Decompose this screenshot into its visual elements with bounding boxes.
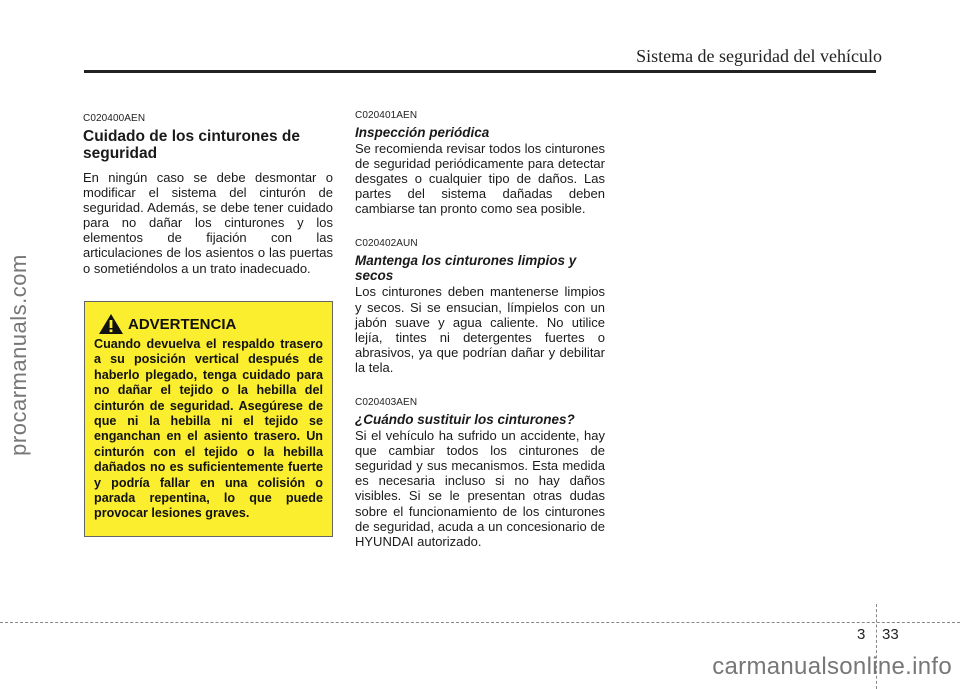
page-number: 33	[882, 626, 899, 643]
section-heading: Mantenga los cinturones limpios y secos	[355, 253, 577, 284]
warning-title: ADVERTENCIA	[128, 315, 237, 333]
footer-rule	[0, 622, 960, 623]
warning-title-row	[94, 313, 323, 335]
section-cleaning	[355, 238, 605, 375]
section-code: C020400AEN	[83, 113, 146, 124]
right-column	[355, 110, 605, 571]
section-text: Si el vehículo ha sufrido un accidente, hay que cambiar todos los cinturones de seguridad y sus mecanismos. Esta medida es necesaria incluso si no hay daños visibles. Si se le presentan otras dudas sobre el funcionamiento de los cinturones de seguridad, acuda a un concesionario de HYUNDAI autorizado.	[355, 428, 605, 549]
section-text: Se recomienda revisar todos los cinturones de seguridad periódicamente para detectar desgates o cualquier tipo de daños. Las partes del sistema dañadas deben cambiarse tan pronto como sea posible.	[355, 141, 605, 217]
page-header-title: Sistema de seguridad del vehículo	[636, 46, 882, 66]
section-replacement	[355, 397, 605, 549]
chapter-number: 3	[857, 626, 866, 643]
section-heading: Inspección periódica	[355, 125, 490, 140]
section-code: C020402AUN	[355, 238, 418, 250]
section-heading: Cuidado de los cinturones de seguridad	[83, 128, 301, 162]
warning-text: Cuando devuelva el respaldo trasero a su posición vertical después de haberlo plegado, tenga cuidado para no dañar el tejido o la hebilla del cinturón de seguridad. Asegúrese de que ni la hebilla ni el tejido se enganchan en el asiento trasero. Un cinturón con el tejido o la hebilla dañados no es suficientemente fuerte y podría fallar en una colisión o parada repentina, lo que puede provocar lesiones graves.	[94, 337, 323, 521]
header-rule	[84, 70, 876, 73]
section-text: Los cinturones deben mantenerse limpios y secos. Si se ensucian, límpielos con un jabón suave y agua caliente. No utilice lejía, tintes ni detergentes fuertes o abrasivos, ya que podrían dañar y debilitar la tela.	[355, 284, 605, 375]
section-inspection	[355, 110, 605, 216]
warning-triangle-icon	[98, 313, 124, 335]
section-heading: ¿Cuándo sustituir los cinturones?	[355, 412, 575, 428]
section-code: C020401AEN	[355, 110, 418, 121]
section-text: En ningún caso se debe desmontar o modificar el sistema del cinturón de seguridad. Además, se debe tener cuidado para no dañar los cinturones y los elementos de fijación con las articulaciones de los asientos o las puertas o sometiéndolos a un trato inadecuado.	[83, 170, 333, 276]
left-column	[83, 113, 333, 276]
side-watermark: procarmanuals.com	[6, 254, 31, 456]
bottom-watermark: carmanualsonline.info	[712, 653, 952, 680]
section-code: C020403AEN	[355, 397, 418, 409]
warning-box	[84, 301, 333, 537]
